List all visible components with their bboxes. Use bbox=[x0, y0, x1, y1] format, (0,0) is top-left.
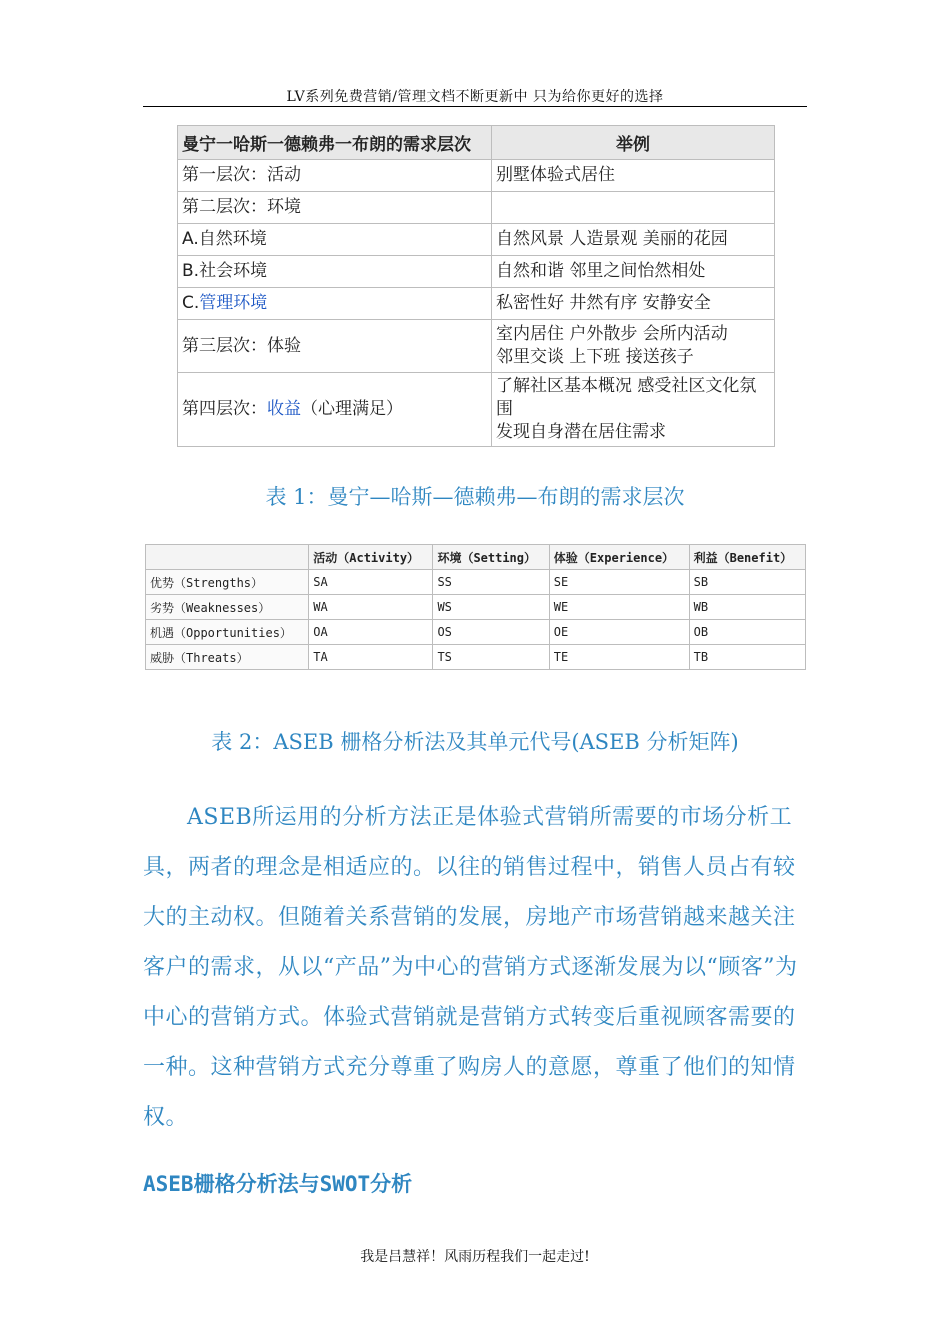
body-paragraph: ASEB所运用的分析方法正是体验式营销所需要的市场分析工具，两者的理念是相适应的。以往的销售过程中，销售人员占有较大的主动权。但随着关系营销的发展，房地产市场营销越来越关注客户的需求，从以“产品”为中心的营销方式逐渐发展为以“顾客”为中心的营销方式。体验式营销就是营销方式转变后重视顾客需要的一种。这种营销方式充分尊重了购房人的意愿，尊重了他们的知情权。 bbox=[143, 805, 798, 1130]
cell-line: 邻里交谈 上下班 接送孩子 bbox=[496, 347, 694, 367]
cell-prefix: 第四层次： bbox=[182, 399, 267, 419]
table-cell: 自然风景 人造景观 美丽的花园 bbox=[492, 224, 775, 256]
table-row bbox=[146, 570, 806, 595]
table-cell: 第一层次：活动 bbox=[178, 160, 492, 192]
table-cell: WE bbox=[549, 595, 689, 620]
table-header-cell: 活动（Activity） bbox=[309, 545, 433, 570]
table2-caption: 表 2：ASEB 栅格分析法及其单元代号(ASEB 分析矩阵) bbox=[211, 730, 739, 754]
table-header-cell: 环境（Setting） bbox=[433, 545, 549, 570]
table-row bbox=[146, 620, 806, 645]
table-cell bbox=[178, 288, 492, 320]
table-cell: 私密性好 井然有序 安静安全 bbox=[492, 288, 775, 320]
table1-caption: 表 1：曼宁—哈斯—德赖弗—布朗的需求层次 bbox=[265, 485, 685, 509]
table-header-cell: 举例 bbox=[492, 126, 775, 160]
table-cell: SB bbox=[689, 570, 805, 595]
cell-line: 发现自身潜在居住需求 bbox=[496, 422, 666, 442]
aseb-matrix-table bbox=[145, 544, 806, 670]
table-cell: OE bbox=[549, 620, 689, 645]
table-cell: TE bbox=[549, 645, 689, 670]
table-row bbox=[146, 645, 806, 670]
table-row bbox=[178, 160, 775, 192]
table-cell: WA bbox=[309, 595, 433, 620]
table-cell bbox=[178, 373, 492, 447]
row-header-cell: 机遇（Opportunities） bbox=[146, 620, 309, 645]
row-header-cell: 劣势（Weaknesses） bbox=[146, 595, 309, 620]
table-cell: WS bbox=[433, 595, 549, 620]
table-cell bbox=[492, 320, 775, 373]
table-cell: TS bbox=[433, 645, 549, 670]
page-header: LV系列免费营销/管理文档不断更新中 只为给你更好的选择 bbox=[286, 89, 664, 105]
table-row bbox=[178, 224, 775, 256]
cell-prefix: C. bbox=[182, 293, 200, 313]
table-header-row bbox=[146, 545, 806, 570]
table-header-cell: 曼宁一哈斯一德赖弗一布朗的需求层次 bbox=[178, 126, 492, 160]
table-cell: WB bbox=[689, 595, 805, 620]
table-header-cell bbox=[146, 545, 309, 570]
benefit-link[interactable]: 收益 bbox=[267, 399, 301, 419]
table-cell: TB bbox=[689, 645, 805, 670]
table-cell: 别墅体验式居住 bbox=[492, 160, 775, 192]
table-cell: OB bbox=[689, 620, 805, 645]
cell-suffix: （心理满足） bbox=[301, 399, 403, 419]
cell-line: 室内居住 户外散步 会所内活动 bbox=[496, 324, 728, 344]
table-cell: A.自然环境 bbox=[178, 224, 492, 256]
table-cell bbox=[492, 192, 775, 224]
table-header-row bbox=[178, 126, 775, 160]
table-cell bbox=[492, 373, 775, 447]
table-header-cell: 体验（Experience） bbox=[549, 545, 689, 570]
needs-hierarchy-table bbox=[177, 125, 775, 447]
management-environment-link[interactable]: 管理环境 bbox=[199, 293, 268, 313]
table-row bbox=[178, 192, 775, 224]
table-cell: 第三层次：体验 bbox=[178, 320, 492, 373]
table-cell: SS bbox=[433, 570, 549, 595]
table-row bbox=[146, 595, 806, 620]
table-cell: 自然和谐 邻里之间怡然相处 bbox=[492, 256, 775, 288]
table-cell: OS bbox=[433, 620, 549, 645]
table-header-cell: 利益（Benefit） bbox=[689, 545, 805, 570]
table-cell: SA bbox=[309, 570, 433, 595]
table-row bbox=[178, 373, 775, 447]
table-cell: SE bbox=[549, 570, 689, 595]
table-row bbox=[178, 320, 775, 373]
table-row bbox=[178, 256, 775, 288]
header-divider bbox=[143, 106, 807, 107]
row-header-cell: 优势（Strengths） bbox=[146, 570, 309, 595]
table-row bbox=[178, 288, 775, 320]
table-cell: 第二层次：环境 bbox=[178, 192, 492, 224]
row-header-cell: 威胁（Threats） bbox=[146, 645, 309, 670]
section-heading: ASEB栅格分析法与SWOT分析 bbox=[143, 1172, 413, 1196]
table-cell: B.社会环境 bbox=[178, 256, 492, 288]
page-footer: 我是吕慧祥！风雨历程我们一起走过! bbox=[360, 1249, 590, 1265]
table-cell: TA bbox=[309, 645, 433, 670]
cell-line: 了解社区基本概况 感受社区文化氛围 bbox=[496, 376, 757, 419]
table-cell: OA bbox=[309, 620, 433, 645]
